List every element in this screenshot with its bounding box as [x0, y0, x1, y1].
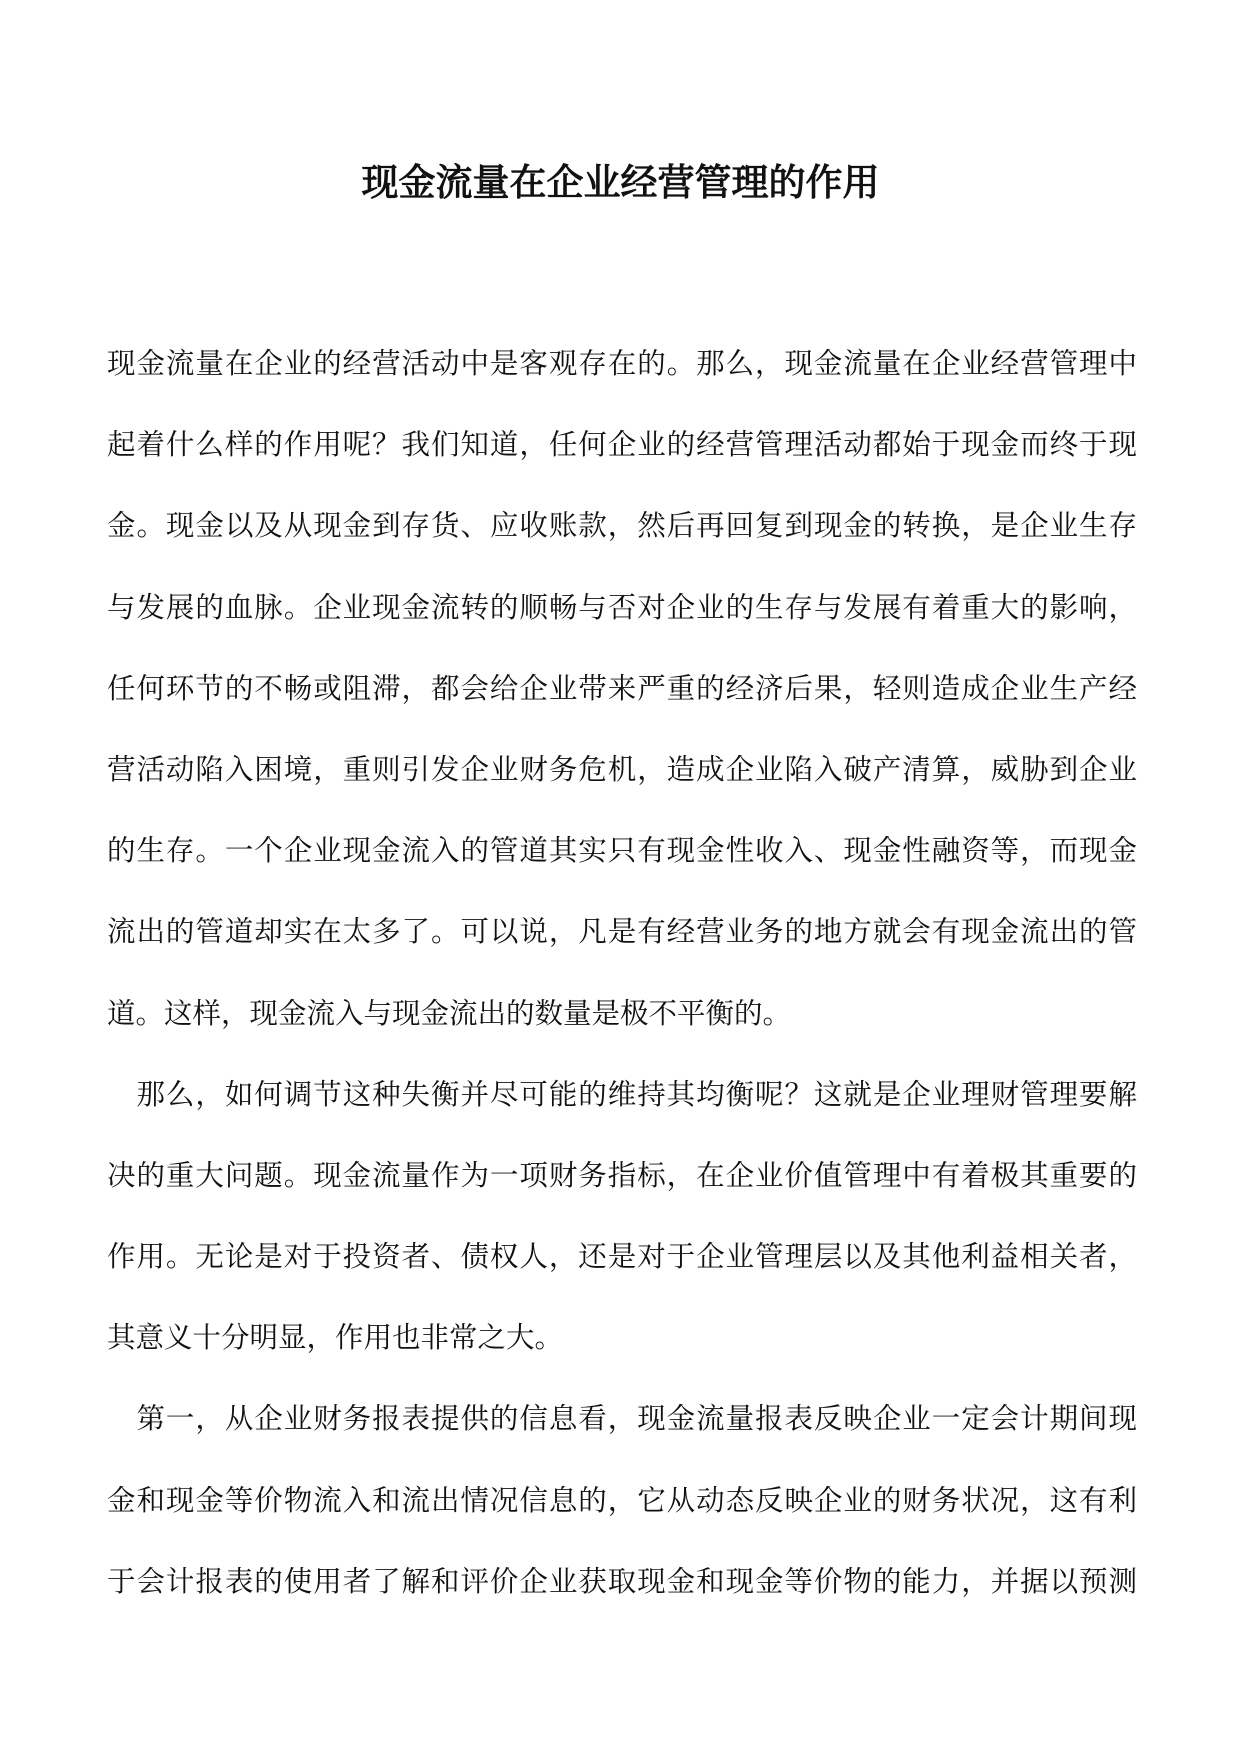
text-line: 道。这样，现金流入与现金流出的数量是极不平衡的。 — [107, 996, 792, 1030]
document-body — [107, 340, 1137, 1639]
text-line: 现金流量在企业的经营活动中是客观存在的。那么，现金流量在企业经营管理中 — [107, 347, 1137, 380]
text-line: 任何环节的不畅或阻滞，都会给企业带来严重的经济后果，轻则造成企业生产经 — [107, 671, 1137, 705]
text-line: 决的重大问题。现金流量作为一项财务指标，在企业价值管理中有着极其重要的 — [107, 1158, 1137, 1192]
text-line: 作用。无论是对于投资者、债权人，还是对于企业管理层以及其他利益相关者， — [107, 1240, 1137, 1274]
text-line: 与发展的血脉。企业现金流转的顺畅与否对企业的生存与发展有着重大的影响， — [107, 590, 1137, 624]
text-line: 金和现金等价物流入和流出情况信息的，它从动态反映企业的财务状况，这有利 — [107, 1483, 1137, 1517]
text-line: 流出的管道却实在太多了。可以说，凡是有经营业务的地方就会有现金流出的管 — [107, 915, 1137, 949]
text-line: 起着什么样的作用呢？我们知道，任何企业的经营管理活动都始于现金而终于现 — [107, 428, 1137, 462]
text-line: 第一，从企业财务报表提供的信息看，现金流量报表反映企业一定会计期间现 — [107, 1402, 1137, 1436]
document-title: 现金流量在企业经营管理的作用 — [361, 160, 880, 204]
text-line: 金。现金以及从现金到存货、应收账款，然后再回复到现金的转换，是企业生存 — [107, 509, 1137, 543]
text-line: 那么，如何调节这种失衡并尽可能的维持其均衡呢？这就是企业理财管理要解 — [107, 1077, 1137, 1111]
text-line: 的生存。一个企业现金流入的管道其实只有现金性收入、现金性融资等，而现金 — [107, 834, 1137, 868]
text-line: 其意义十分明显，作用也非常之大。 — [107, 1321, 564, 1355]
text-line: 营活动陷入困境，重则引发企业财务危机，造成企业陷入破产清算，威胁到企业 — [107, 752, 1137, 786]
text-line: 于会计报表的使用者了解和评价企业获取现金和现金等价物的能力，并据以预测 — [107, 1564, 1137, 1598]
